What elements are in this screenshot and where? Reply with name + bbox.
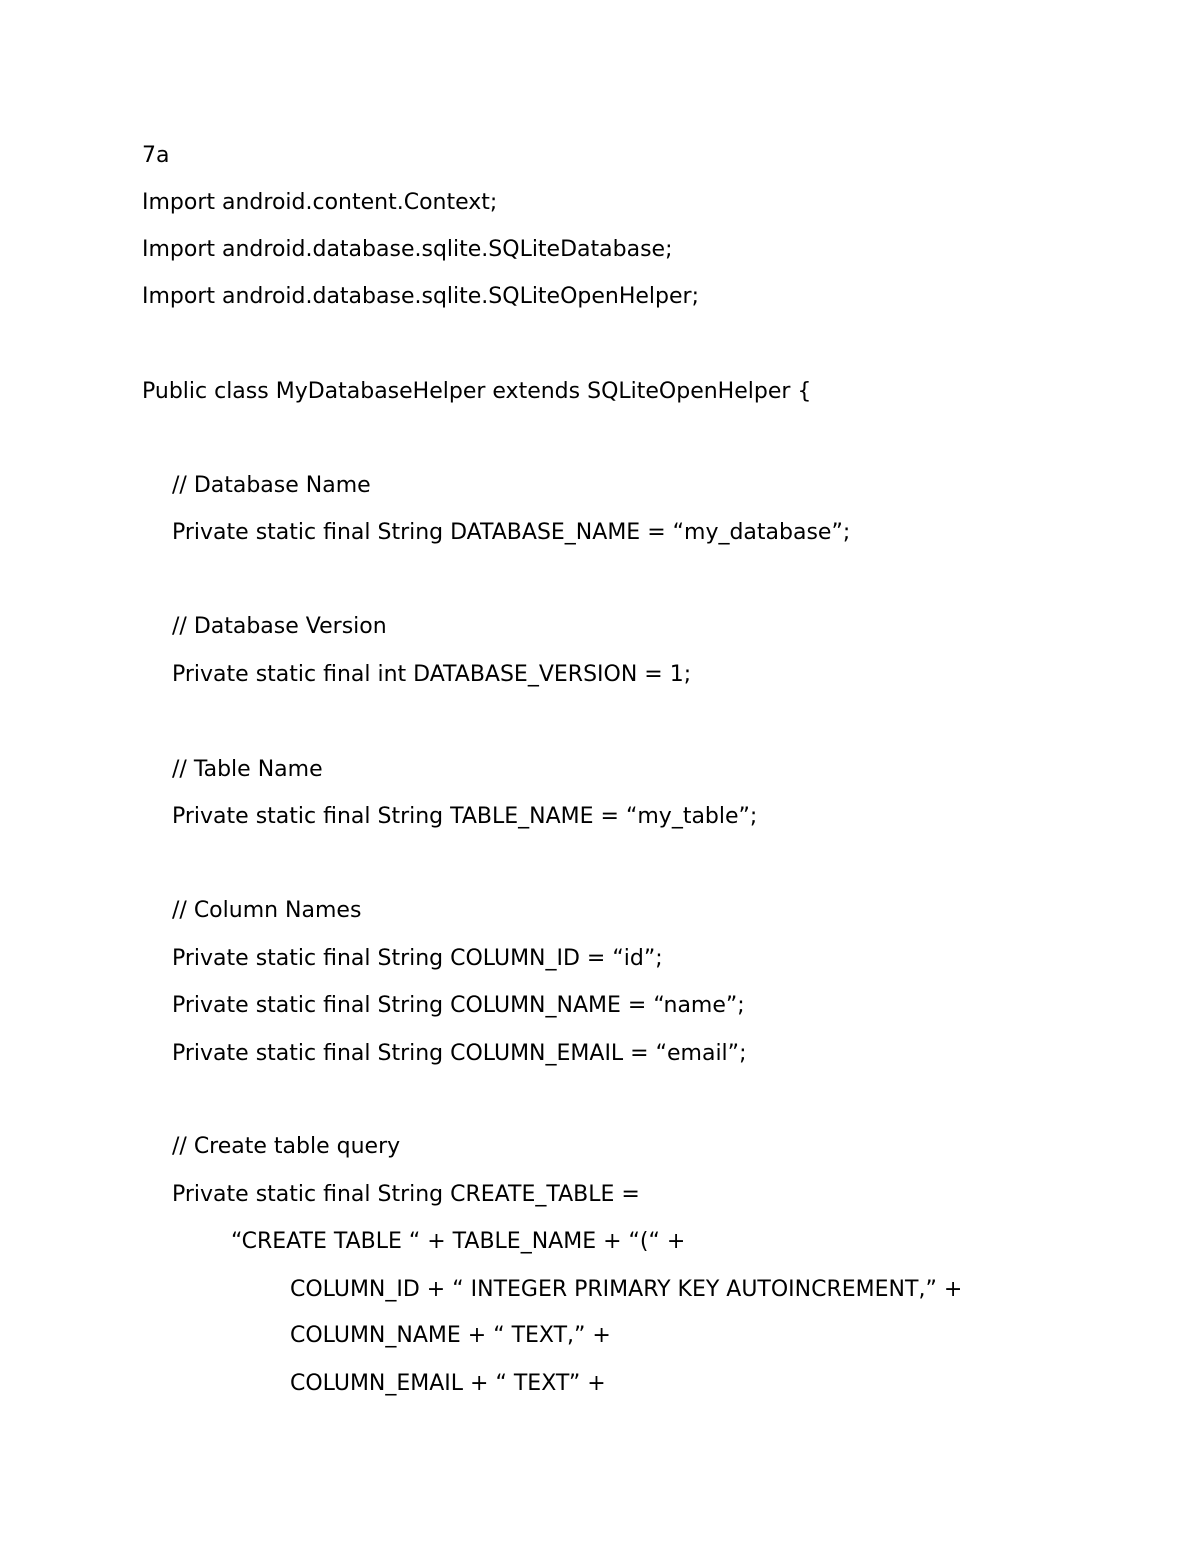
code-line: Private static final String DATABASE_NAME = “my_database”;	[172, 520, 851, 545]
document-heading: 7a	[142, 143, 170, 168]
code-line: Private static final String CREATE_TABLE =	[172, 1182, 640, 1207]
comment-line: // Database Name	[172, 473, 371, 498]
code-line: Private static final String COLUMN_EMAIL = “email”;	[172, 1041, 747, 1066]
code-line: “CREATE TABLE “ + TABLE_NAME + “(“ +	[231, 1229, 686, 1254]
code-line: COLUMN_ID + “ INTEGER PRIMARY KEY AUTOINCREMENT,” +	[290, 1277, 963, 1302]
comment-line: // Database Version	[172, 614, 387, 639]
code-line: Private static final int DATABASE_VERSION = 1;	[172, 662, 692, 687]
code-line: Private static final String TABLE_NAME = “my_table”;	[172, 804, 758, 829]
import-line: Import android.database.sqlite.SQLiteDatabase;	[142, 237, 673, 262]
import-line: Import android.database.sqlite.SQLiteOpenHelper;	[142, 284, 700, 309]
code-line: Private static final String COLUMN_ID = “id”;	[172, 946, 663, 971]
comment-line: // Column Names	[172, 898, 362, 923]
comment-line: // Create table query	[172, 1134, 401, 1159]
code-line: COLUMN_NAME + “ TEXT,” +	[290, 1323, 611, 1348]
code-line: Private static final String COLUMN_NAME = “name”;	[172, 993, 745, 1018]
import-line: Import android.content.Context;	[142, 190, 498, 215]
comment-line: // Table Name	[172, 757, 323, 782]
class-declaration-line: Public class MyDatabaseHelper extends SQLiteOpenHelper {	[142, 379, 812, 404]
code-line: COLUMN_EMAIL + “ TEXT” +	[290, 1371, 606, 1396]
